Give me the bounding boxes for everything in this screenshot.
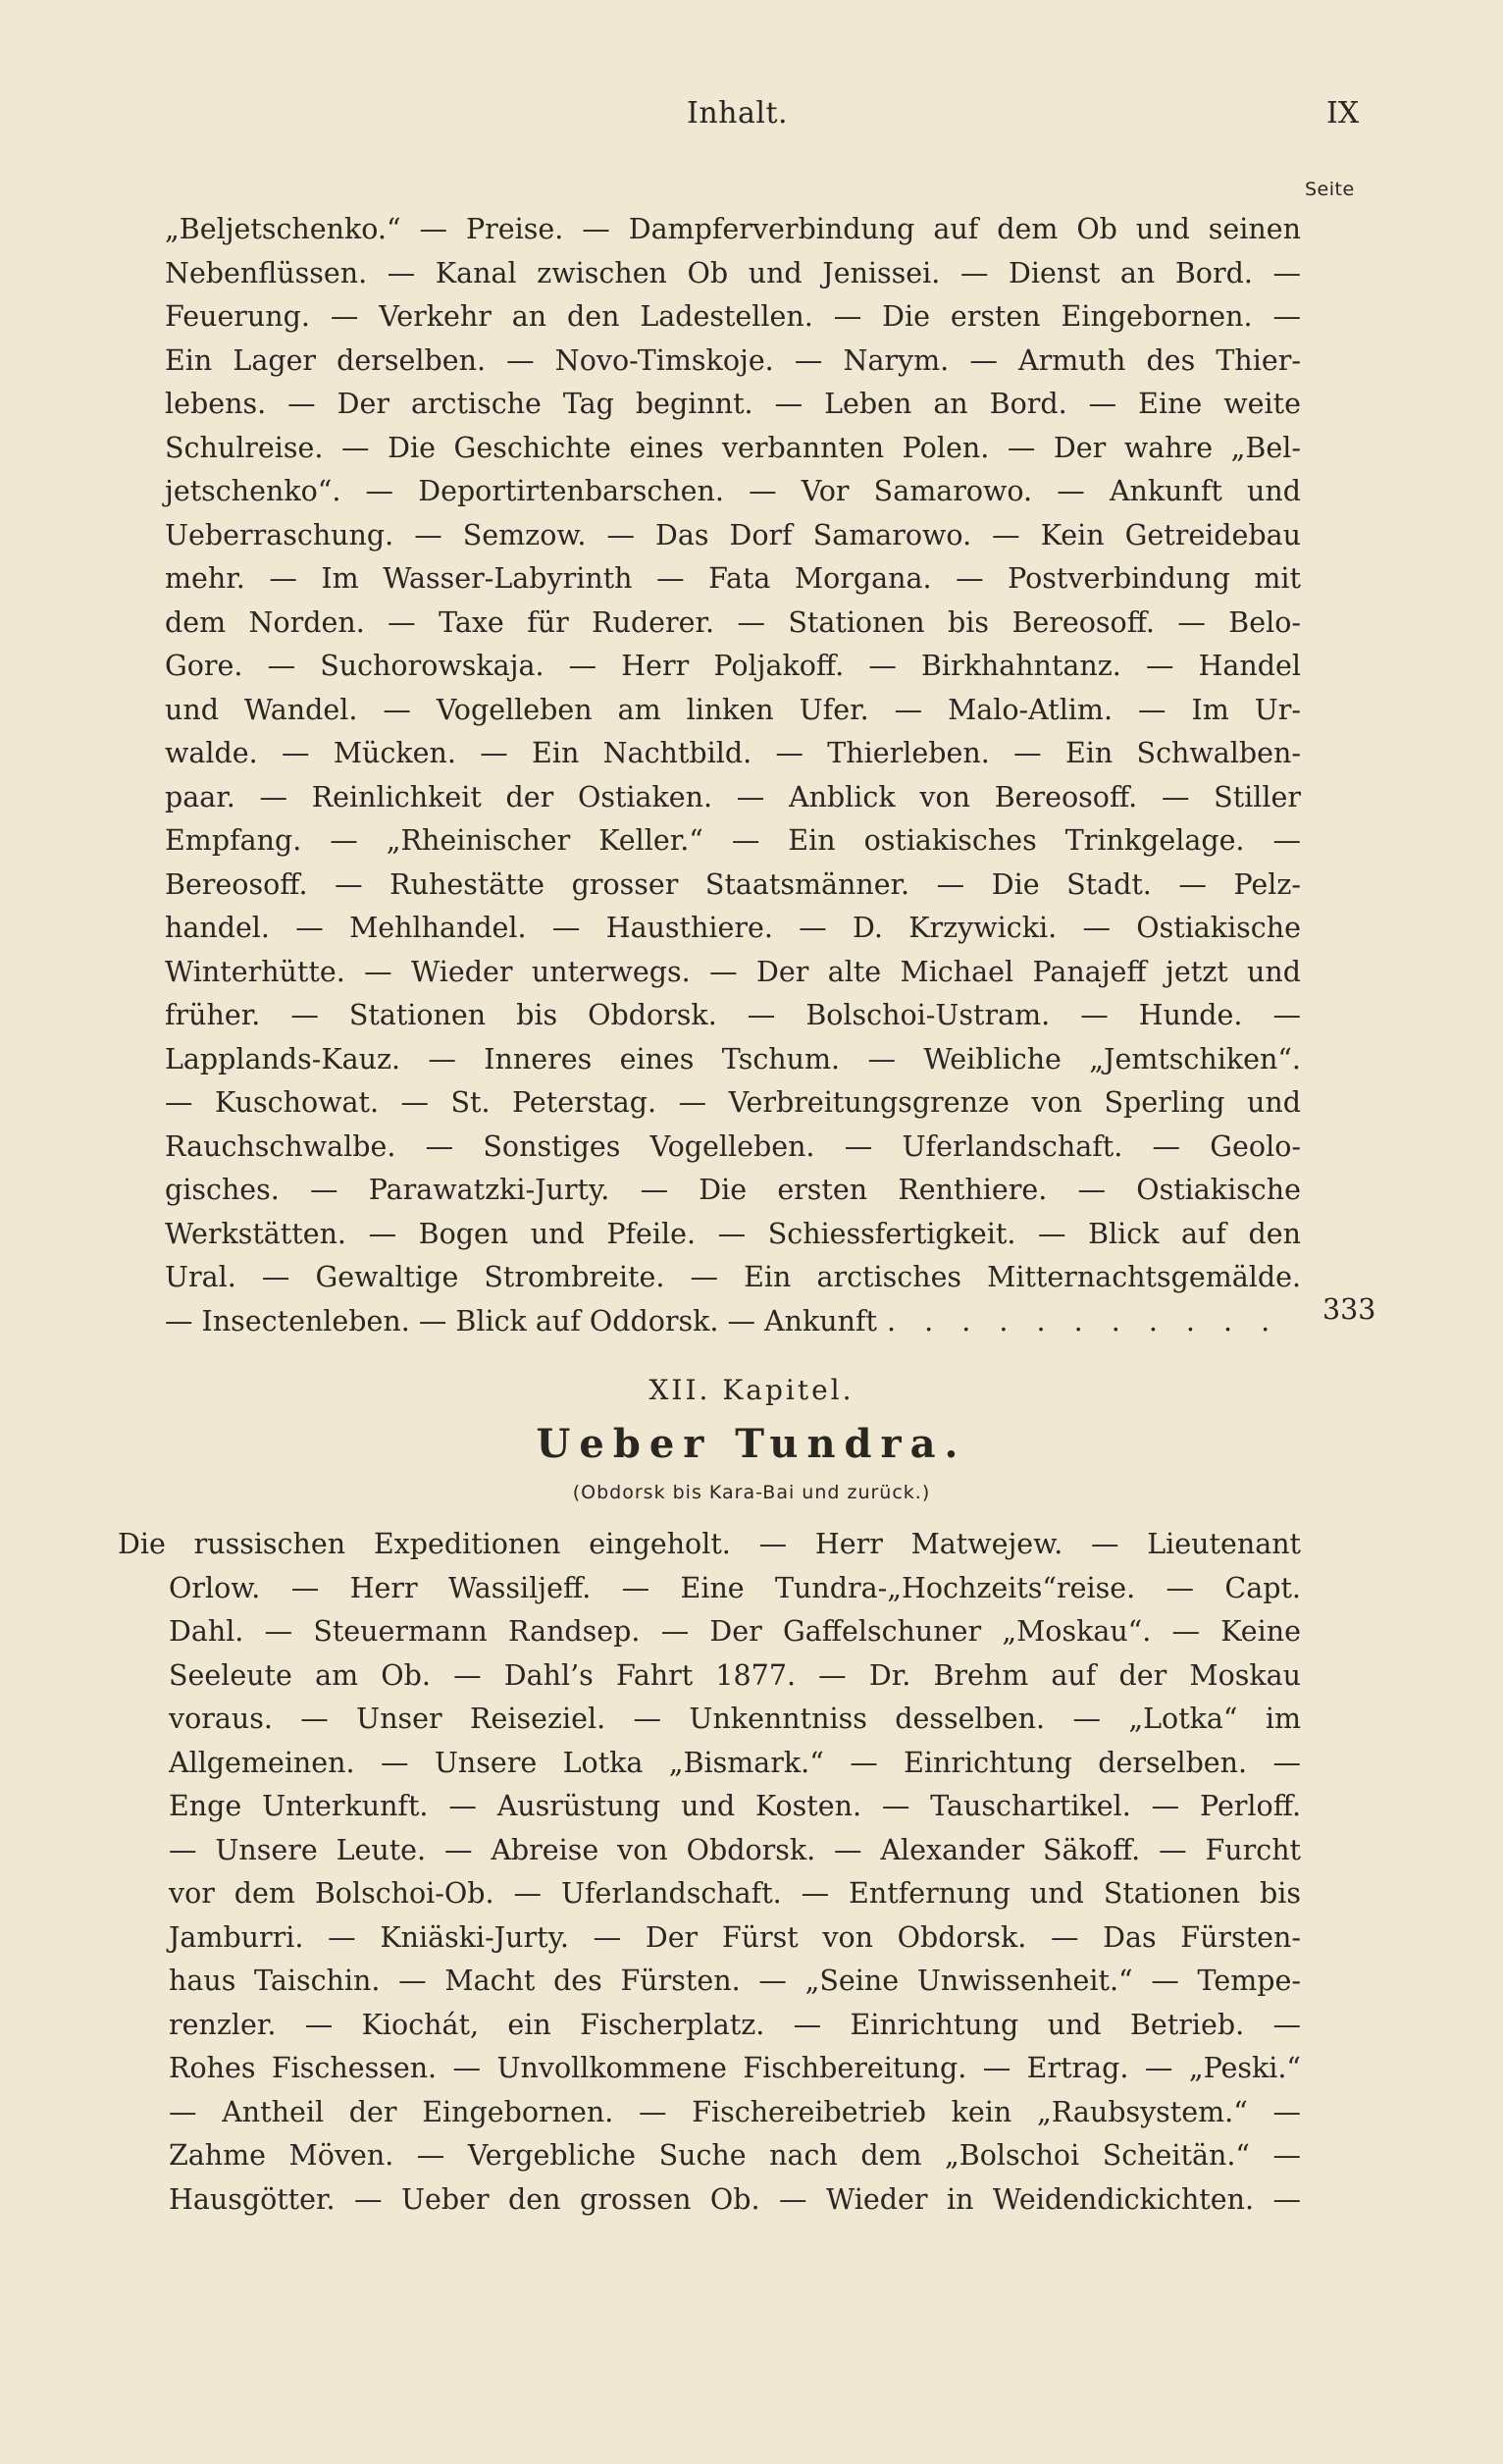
chapter-label: XII. Kapitel. (648, 1374, 855, 1406)
toc-line: Enge Unterkunft. — Ausrüstung und Kosten. — Tauschartikel. — Perloff. (169, 1790, 1301, 1822)
toc-line: haus Taischin. — Macht des Fürsten. — „Seine Unwissenheit.“ — Tempe- (169, 1965, 1301, 1997)
toc-line: Werkstätten. — Bogen und Pfeile. — Schiessfertigkeit. — Blick auf den (165, 1217, 1301, 1250)
toc-line: Dahl. — Steuermann Randsep. — Der Gaffelschuner „Moskau“. — Keine (169, 1615, 1301, 1648)
toc-line: Schulreise. — Die Geschichte eines verbannten Polen. — Der wahre „Bel- (165, 431, 1301, 464)
toc-entry-chapter-xii (118, 1523, 1301, 2222)
toc-line: Feuerung. — Verkehr an den Ladestellen. — Die ersten Eingebornen. — (165, 300, 1301, 333)
toc-line: paar. — Reinlichkeit der Ostiaken. — Anblick von Bereosoff. — Stiller (165, 780, 1301, 813)
toc-line: Bereosoff. — Ruhestätte grosser Staatsmänner. — Die Stadt. — Pelz- (165, 867, 1301, 901)
toc-line: Ural. — Gewaltige Strombreite. — Ein arctisches Mitternachtsgemälde. (165, 1261, 1301, 1293)
toc-line: Seeleute am Ob. — Dahl’s Fahrt 1877. — Dr. Brehm auf der Moskau (169, 1658, 1301, 1692)
toc-line: jetschenko“. — Deportirtenbarschen. — Vor Samarowo. — Ankunft und (165, 475, 1301, 507)
toc-line: Empfang. — „Rheinischer Keller.“ — Ein ostiakisches Trinkgelage. — (165, 824, 1301, 857)
toc-line: Orlow. — Herr Wassiljeff. — Eine Tundra-„Hochzeits“reise. — Capt. (169, 1571, 1301, 1604)
toc-line: Lapplands-Kauz. — Inneres eines Tschum. — Weibliche „Jemtschiken“. (165, 1042, 1301, 1075)
seite-label: Seite (1305, 179, 1355, 200)
toc-last-line-text: — Insectenleben. — Blick auf Oddorsk. — Ankunft (165, 1304, 877, 1337)
toc-line: renzler. — Kiochát, ein Fischerplatz. — Einrichtung und Betrieb. — (169, 2008, 1301, 2041)
toc-line: Gore. — Suchorowskaja. — Herr Poljakoff. — Birkhahntanz. — Handel (165, 650, 1301, 682)
toc-line: voraus. — Unser Reiseziel. — Unkenntniss desselben. — „Lotka“ im (169, 1703, 1301, 1735)
toc-line: früher. — Stationen bis Obdorsk. — Bolschoi-Ustram. — Hunde. — (165, 999, 1301, 1031)
chapter-title: Ueber Tundra. (536, 1421, 967, 1467)
page-number: IX (1326, 96, 1360, 131)
toc-line: handel. — Mehlhandel. — Hausthiere. — D. Krzywicki. — Ostiakische (165, 912, 1301, 944)
toc-line: Hausgötter. — Ueber den grossen Ob. — Wieder in Weidendickichten. — (169, 2182, 1301, 2216)
toc-line: Nebenflüssen. — Kanal zwischen Ob und Jenissei. — Dienst an Bord. — (165, 256, 1301, 289)
toc-line: Ueberraschung. — Semzow. — Das Dorf Samarowo. — Kein Getreidebau (165, 518, 1301, 551)
toc-page-number: 333 (1322, 1293, 1376, 1326)
toc-line: dem Norden. — Taxe für Ruderer. — Stationen bis Bereosoff. — Belo- (165, 605, 1301, 639)
toc-line: Die russischen Expeditionen eingeholt. — Herr Matwejew. — Lieutenant (118, 1528, 1301, 1560)
toc-entry-chapter-xi (165, 208, 1301, 1343)
toc-line: und Wandel. — Vogelleben am linken Ufer. — Malo-Atlim. — Im Ur- (165, 693, 1301, 726)
toc-line: — Antheil der Eingebornen. — Fischereibetrieb kein „Raubsystem.“ — (169, 2095, 1301, 2128)
toc-line-last (165, 1300, 1301, 1344)
toc-line: Zahme Möven. — Vergebliche Suche nach dem „Bolschoi Scheitän.“ — (169, 2139, 1301, 2172)
toc-line: Winterhütte. — Wieder unterwegs. — Der alte Michael Panajeff jetzt und (165, 955, 1301, 988)
toc-line: walde. — Mücken. — Ein Nachtbild. — Thierleben. — Ein Schwalben- (165, 737, 1301, 769)
toc-line: gisches. — Parawatzki-Jurty. — Die ersten Renthiere. — Ostiakische (165, 1174, 1301, 1206)
toc-line: lebens. — Der arctische Tag beginnt. — Leben an Bord. — Eine weite (165, 388, 1301, 420)
toc-line: „Beljetschenko.“ — Preise. — Dampferverbindung auf dem Ob und seinen (165, 213, 1301, 245)
toc-line: Rauchschwalbe. — Sonstiges Vogelleben. — Uferlandschaft. — Geolo- (165, 1129, 1301, 1163)
toc-line: Ein Lager derselben. — Novo-Timskoje. — Narym. — Armuth des Thier- (165, 343, 1301, 377)
toc-line: — Unsere Leute. — Abreise von Obdorsk. — Alexander Säkoff. — Furcht (169, 1833, 1301, 1866)
chapter-subtitle: (Obdorsk bis Kara-Bai und zurück.) (572, 1482, 931, 1503)
toc-line: Allgemeinen. — Unsere Lotka „Bismark.“ — Einrichtung derselben. — (169, 1746, 1301, 1779)
dot-leader (887, 1300, 1291, 1344)
toc-line: — Kuschowat. — St. Peterstag. — Verbreitungsgrenze von Sperling und (165, 1086, 1301, 1119)
toc-line: Rohes Fischessen. — Unvollkommene Fischbereitung. — Ertrag. — „Peski.“ (169, 2052, 1301, 2084)
running-head: Inhalt. (687, 96, 789, 131)
toc-line: Jamburri. — Kniäski-Jurty. — Der Fürst von Obdorsk. — Das Fürsten- (169, 1920, 1301, 1954)
toc-line: vor dem Bolschoi-Ob. — Uferlandschaft. — Entfernung und Stationen bis (169, 1877, 1301, 1910)
toc-line: mehr. — Im Wasser-Labyrinth — Fata Morgana. — Postverbindung mit (165, 562, 1301, 595)
